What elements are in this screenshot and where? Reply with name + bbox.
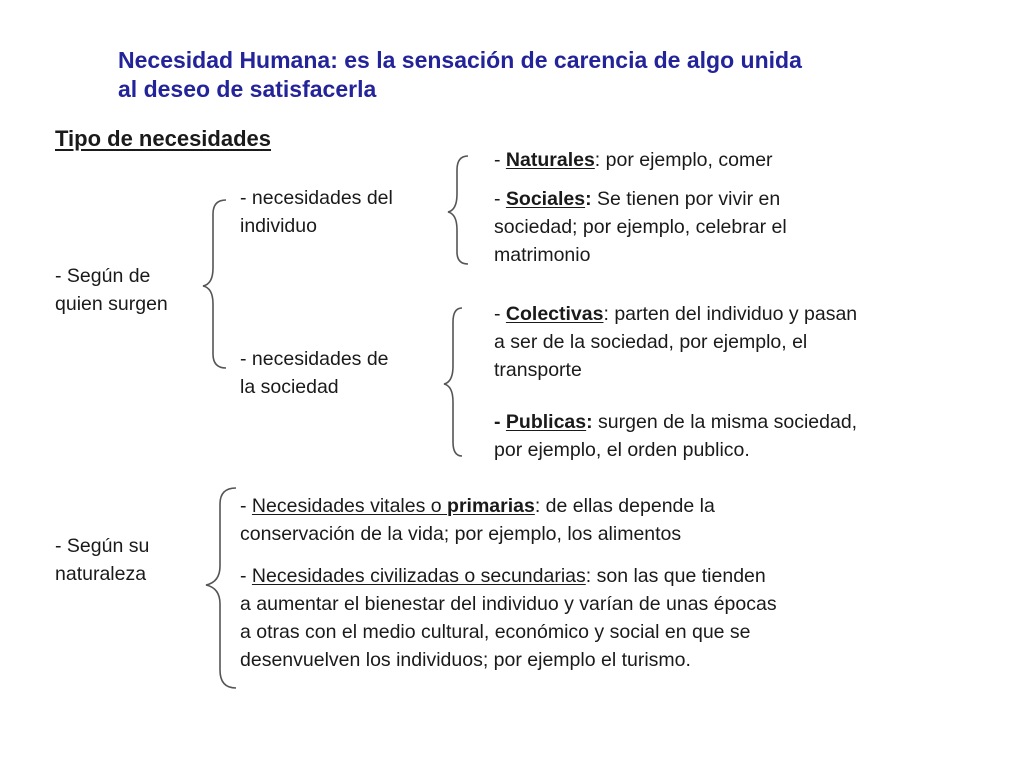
term-sociales: Sociales bbox=[505, 188, 586, 210]
brace-origin bbox=[203, 200, 226, 368]
item-colectivas: - Colectivas: parten del individuo y pasan a ser de la sociedad, por ejemplo, el transporte bbox=[494, 303, 858, 381]
term-primarias: primarias bbox=[447, 495, 535, 517]
label-necesidades-sociedad: - necesidades de la sociedad bbox=[240, 348, 389, 398]
term-colectivas: Colectivas bbox=[505, 303, 604, 325]
label-segun-quien-surgen: - Según de quien surgen bbox=[55, 265, 168, 315]
item-sociales: - Sociales: Se tienen por vivir en sociedad; por ejemplo, celebrar el matrimonio bbox=[494, 188, 787, 266]
title-line-2: al deseo de satisfacerla bbox=[118, 76, 377, 102]
label-necesidades-individuo: - necesidades del individuo bbox=[240, 187, 393, 237]
brace-sociedad bbox=[444, 308, 462, 456]
brace-individuo bbox=[448, 156, 468, 264]
item-naturales: - Naturales: por ejemplo, comer bbox=[494, 149, 773, 171]
item-civilizadas: - Necesidades civilizadas o secundarias: son las que tienden a aumentar el bienestar del individuo y varían de unas épocas a otras con el medio cultural, económico y social en que se desenvuelven los individuos; por ejemplo el turismo. bbox=[240, 565, 777, 671]
term-vitales: Necesidades vitales o bbox=[251, 495, 448, 517]
label-segun-naturaleza: - Según su naturaleza bbox=[55, 535, 150, 585]
term-naturales: Naturales bbox=[505, 149, 595, 171]
brace-naturaleza bbox=[206, 488, 236, 688]
term-publicas: Publicas bbox=[505, 411, 587, 433]
item-vitales: - Necesidades vitales o primarias: de ellas depende la conservación de la vida; por ejemplo, los alimentos bbox=[240, 495, 715, 545]
item-publicas: - Publicas: surgen de la misma sociedad, por ejemplo, el orden publico. bbox=[494, 411, 858, 461]
term-civilizadas: Necesidades civilizadas o secundarias bbox=[251, 565, 586, 587]
title-line-1: Necesidad Humana: es la sensación de carencia de algo unida bbox=[118, 47, 802, 73]
section-heading: Tipo de necesidades bbox=[55, 126, 272, 151]
